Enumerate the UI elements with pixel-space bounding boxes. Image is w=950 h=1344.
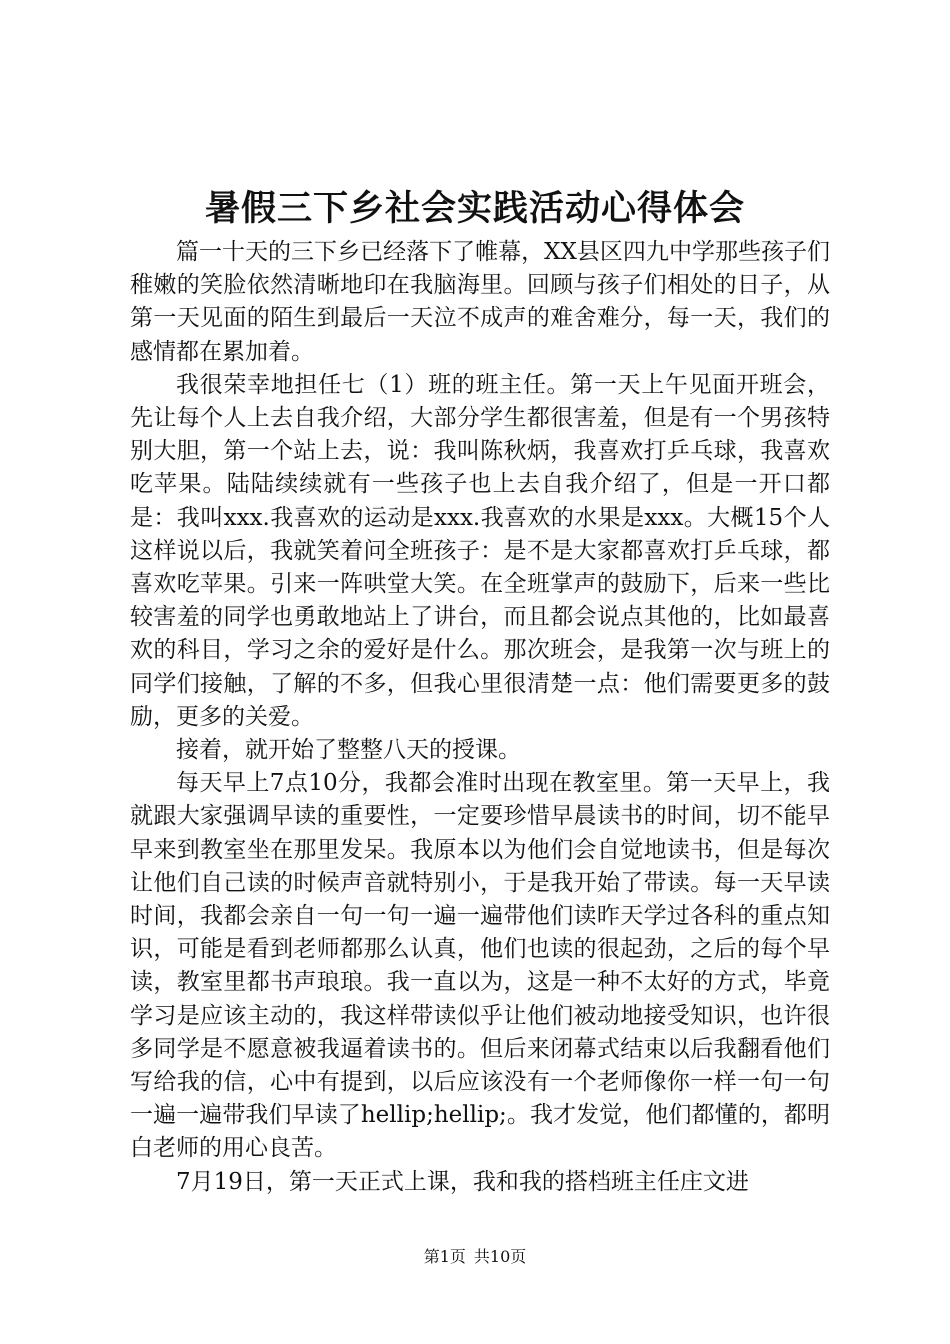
paragraph: 每天早上7点10分，我都会准时出现在教室里。第一天早上，我就跟大家强调早读的重要性，一定要珍惜早晨读书的时间，切不能早早来到教室坐在那里发呆。我原本以为他们会自觉地读书，但是每次让他们自己读的时候声音就特别小，于是我开始了带读。每一天早读时间，我都会亲自一句一句一遍一遍带他们读昨天学过各科的重点知识，可能是看到老师都那么认真，他们也读的很起劲，之后的每个早读，教室里都书声琅琅。我一直以为，这是一种不太好的方式，毕竟学习是应该主动的，我这样带读似乎让他们被动地接受知识，也许很多同学是不愿意被我逼着读书的。但后来闭幕式结束以后我翻看他们写给我的信，心中有提到，以后应该没有一个老师像你一样一句一句一遍一遍带我们早读了hellip;hellip;。我才发觉，他们都懂的，都明白老师的用心良苦。	[130, 770, 830, 1162]
paragraph: 接着，就开始了整整八天的授课。	[176, 737, 521, 764]
page-footer	[0, 1245, 950, 1269]
current-page-number: 第1页	[423, 1247, 466, 1266]
total-page-count: 共10页	[473, 1247, 527, 1266]
document-title: 暑假三下乡社会实践活动心得体会	[204, 188, 745, 229]
paragraph: 篇一十天的三下乡已经落下了帷幕，XX县区四九中学那些孩子们稚嫩的笑脸依然清晰地印在我脑海里。回顾与孩子们相处的日子，从第一天见面的陌生到最后一天泣不成声的难舍难分，每一天，我们的感情都在累加着。	[130, 239, 830, 365]
paragraph: 7月19日，第一天正式上课，我和我的搭档班主任庄文进	[176, 1168, 749, 1195]
paragraph: 我很荣幸地担任七（1）班的班主任。第一天上午见面开班会，先让每个人上去自我介绍，大部分学生都很害羞，但是有一个男孩特别大胆，第一个站上去，说：我叫陈秋炳，我喜欢打乒乓球，我喜欢吃苹果。陆陆续续就有一些孩子也上去自我介绍了，但是一开口都是：我叫xxx.我喜欢的运动是xxx.我喜欢的水果是xxx。大概15个人这样说以后，我就笑着问全班孩子：是不是大家都喜欢打乒乓球，都喜欢吃苹果。引来一阵哄堂大笑。在全班掌声的鼓励下，后来一些比较害羞的同学也勇敢地站上了讲台，而且都会说点其他的，比如最喜欢的科目，学习之余的爱好是什么。那次班会，是我第一次与班上的同学们接触，了解的不多，但我心里很清楚一点：他们需要更多的鼓励，更多的关爱。	[130, 371, 830, 730]
document-body	[130, 236, 830, 1199]
